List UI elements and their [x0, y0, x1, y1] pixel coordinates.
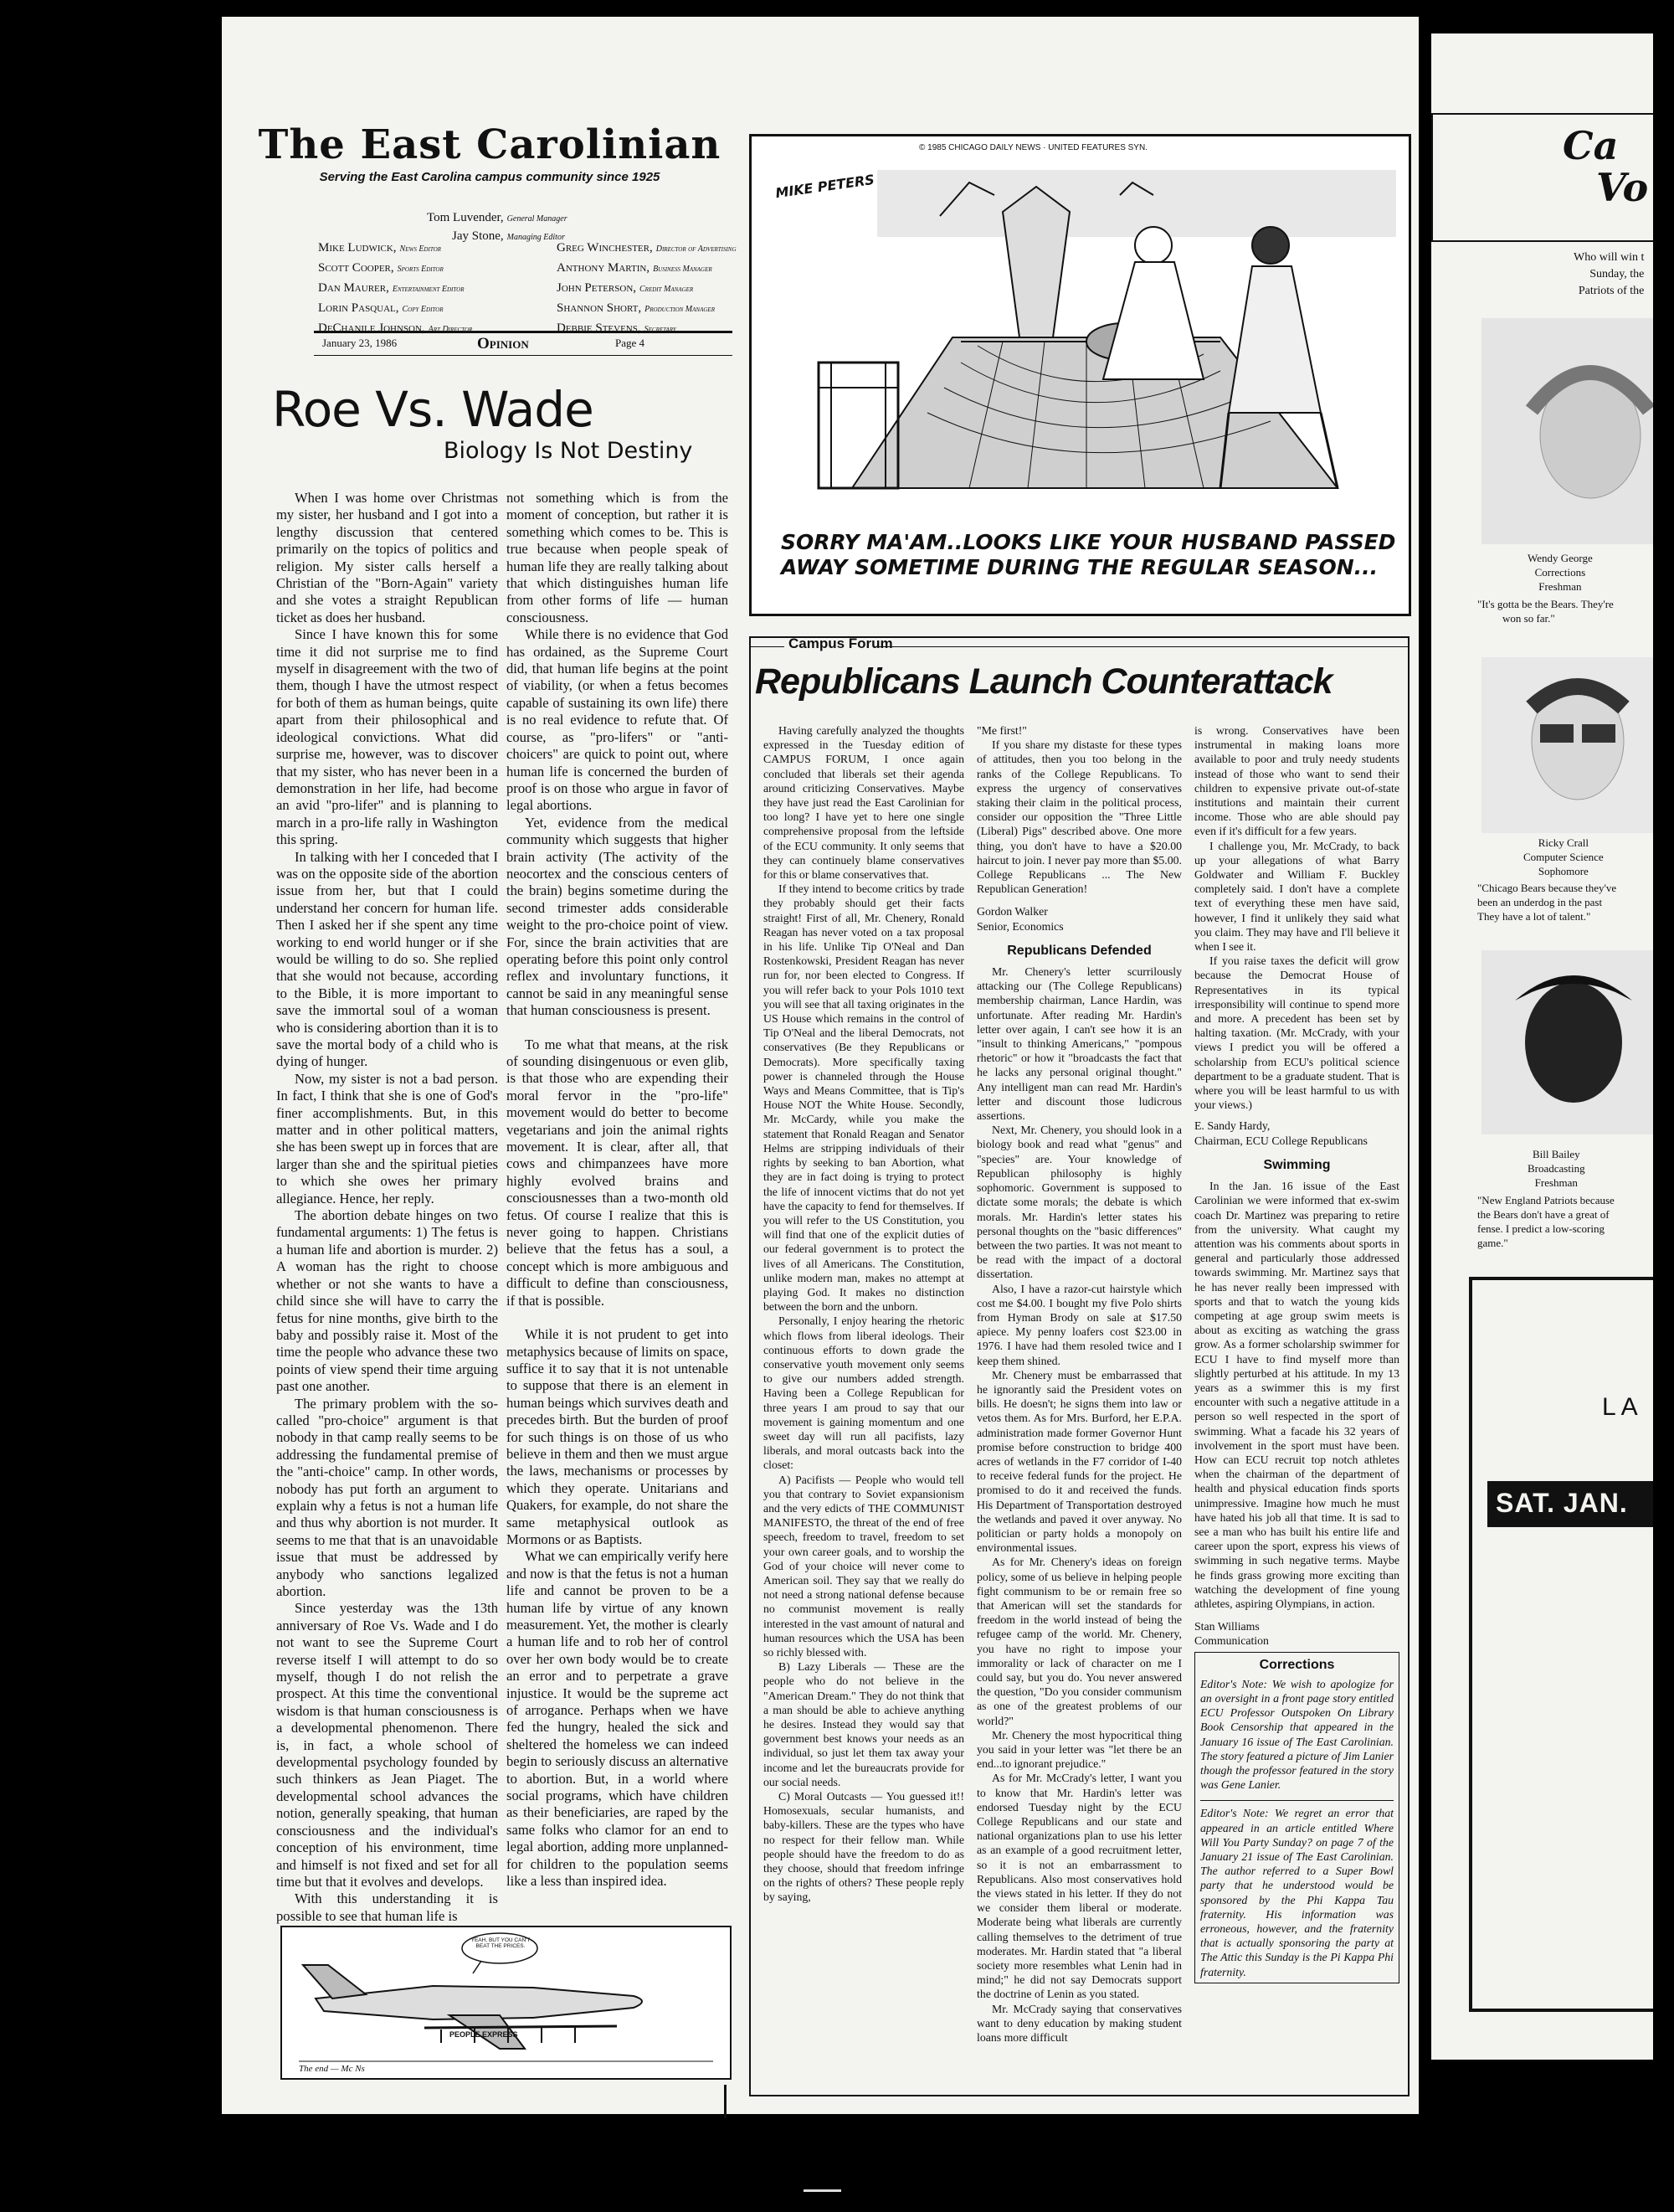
- newspaper-page: [222, 17, 1419, 2114]
- forum-label-rule: [751, 635, 1408, 655]
- forum-label: Campus Forum: [788, 635, 893, 651]
- small-cartoon: [280, 1926, 732, 2080]
- cartoon-drawing: [752, 136, 1409, 522]
- advertisement: [1469, 1277, 1653, 2012]
- masthead-title: The East Carolinian: [258, 121, 721, 168]
- forum-column-1: [763, 723, 964, 1905]
- ad-date: SAT. JAN.: [1496, 1488, 1628, 1518]
- signature: Gordon Walker Senior, Economics: [977, 905, 1064, 933]
- paragraph: A) Pacifists — People who would tell you that contrary to Soviet expansionism and the very edicts of THE COMMUNIST MANIFESTO, the threat of the end of free speech, freedom to travel, freedom to set your own career goals, and to worship the God of your choice will never come to American soil. They say that we really do not need a strong national defense because no communist movement is really interested in the vast amount of natural and human resources which the USA has been so richly blessed with.: [763, 1473, 964, 1659]
- person-quote: "It's gotta be the Bears. They're won so far.": [1477, 598, 1614, 625]
- paragraph: To me what that means, at the risk of sounding disingenuous or even glib, is that those who are expending their moral fervor in the "pro-life" movement would do better to become vegetarians and join the animal rights movement. It is clear, after all, that cows and chimpanzees have more highly evolved brains and consciousnesses than a two-month old fetus. Of course I realize that this is never going to happen. Christians believe that the fetus has a soul, a concept which is more ambiguous and difficult to define than consciousness, if that is possible.: [506, 1036, 728, 1309]
- paragraph: Since I have known this for some time it did not surprise me to find myself in disagreement with the two of them, though I have the utmost respect for both of them as human beings, quite apart from their philosophical and ideological convictions. What did surprise me, however, was to discover that my sister, who has never been in a demonstration in her life, had become an avid "pro-lifer" and is planning to march in a pro-life rally in Washington this spring.: [276, 626, 498, 848]
- cartoon-credit: © 1985 CHICAGO DAILY NEWS · UNITED FEATURES SYN.: [919, 143, 1148, 152]
- staff-entry: Debbie Stevens, Secretary: [557, 322, 676, 335]
- staff-entry: DeChanile Johnson, Art Director: [318, 322, 473, 335]
- letter-heading: Swimming: [1263, 1157, 1331, 1172]
- paragraph: Having carefully analyzed the thoughts expressed in the Tuesday edition of CAMPUS FORUM, I once again concluded that liberals set their agenda around criticizing Conservatives. Maybe they have just read the East Carolinian for too long? I have yet to here one single comprehensive proposal from the leftside of the ECU community. It only seems that they can continuely blame conservatives for this or blame conservatives that.: [763, 724, 964, 882]
- paragraph: If you share my distaste for these types of attitudes, then you too belong in the ranks of the College Republicans. To express the urgency of conservatives staking their claim in the political process, consider our opposition the "Three Little (Liberal) Pigs" described above. One more thing, you don't have to have a $20.00 haircut to join. I never pay more than $5.00. College Republicans ... The New Republican Generation!: [977, 738, 1182, 896]
- paragraph: The abortion debate hinges on two fundamental arguments: 1) The fetus is a human life and abortion is murder. 2) A woman has the right to choose whether or not she wants to have a child since she will have to carry the fetus for nine months, give birth to the baby and possibly raise it. Most of the time the people who advance these two points of view spend their time arguing past one another.: [276, 1207, 498, 1395]
- staff-entry: Shannon Short, Production Manager: [557, 301, 715, 315]
- person-name: Wendy George: [1528, 552, 1593, 564]
- airplane-cartoon-drawing: [282, 1927, 730, 2078]
- speech-bubble: YEAH, BUT YOU CAN'T BEAT THE PRICES.: [470, 1937, 531, 1949]
- adjacent-page: [1431, 33, 1653, 2060]
- paragraph: Since yesterday was the 13th anniversary of Roe Vs. Wade and I do not want to see the Supreme Court reverse itself I will attempt to do so myself, though I do not relish the prospect. At this time the conventional wisdom is that human consciousness is a developmental phenomenon. There is, in fact, a whole school of developmental psychology founded by such thinkers as Jean Piaget. The developmental school advances the notion, generally speaking, that human consciousness and the individual's conception of his environment, time and himself is not fixed and set for all time but that it evolves and develops.: [276, 1600, 498, 1890]
- forum-column-3: [1194, 723, 1399, 1983]
- paragraph: As for Mr. Chenery's ideas on foreign policy, some of us believe in helping people fight communism to be or remain free so that American will set the standards for freedom in the world instead of being the refugee camp of the world. Mr. Chenery, you have no right to impose your immorality or lack of character on me I could say, but you do. You never answered the question, "Do you consider communism as one of the greatest problems of our world?": [977, 1556, 1182, 1727]
- paragraph: With this understanding it is possible to see that human life is: [276, 1890, 498, 1924]
- staff-entry: Greg Winchester, Director of Advertising: [557, 241, 737, 255]
- person-name: Ricky Crall: [1538, 836, 1589, 849]
- paragraph: Mr. Chenery must be embarrassed that he ignorantly said the President votes on bills. He doesn't; he signs them into law or vetos them. As for Mrs. Burford, her E.P.A. administration made former Governor Hunt promise before construction to bridge 400 acres of wetlands in the F7 corridor of I-40 to receive federal funds for the project. He promised to do it and received the funds. His Department of Transportation destroyed the wetlands and paved it over anyway. No politician or party holds a monopoly on environmental issues.: [977, 1368, 1182, 1555]
- paragraph: If you raise taxes the deficit will grow because the Democrat House of Representatives in its typical irresponsibility will continue to spend more and more. A precedent has been set by halting taxation. (Mr. McCrady, with your views I predict you will be offered a scholarship from ECU's political science department to be a graduate student. That is where you will be least harmful to us with your views.): [1194, 954, 1399, 1112]
- paragraph: While it is not prudent to get into metaphysics because of limits on space, suffice it to say that it is not untenable to suppose that there is an element in human beings which survives death and precedes birth. But the burden of proof for such things is on those of us who believe in them and then we must argue the laws, mechanisms or processes by which they operate. Unitarians and Quakers, for example, do not share the same metaphysical outlook as Mormons or as Baptists.: [506, 1326, 728, 1547]
- editorial-column-2: [506, 490, 728, 1890]
- staff-entry: John Peterson, Credit Manager: [557, 281, 694, 295]
- correction-note: Editor's Note: We regret an error that appeared in an article entitled Where Will You Party Sunday? on page 7 of the January 21 issue of The East Carolinian. The author referred to a Super Bowl party that he understood would be sponsored by the Phi Kappa Tau fraternity. His information was erroneous, however, and the fraternity that is actually sponsoring the party at The Attic this Sunday is the Pi Kappa Phi fraternity.: [1200, 1800, 1394, 1978]
- person-quote: "Chicago Bears because they've been an underdog in the past They have a lot of talent.": [1477, 882, 1617, 923]
- paragraph: C) Moral Outcasts — You guessed it!! Homosexuals, secular humanists, and baby-killers. These are the types who have no respect for their fellow man. While people should have the freedom to do as they choose, should that freedom infringe on the rights of others? These people reply by saying,: [763, 1790, 964, 1904]
- paragraph: The primary problem with the so-called "pro-choice" argument is that nobody in that camp really seems to be addressing the fundamental premise of the "anti-choice" camp. In other words, nobody has put forth an argument to explain why a fetus is not a human life and thus why abortion is not murder. It seems to me that that is an unavoidable issue that must be addressed by anybody who sanctions legalized abortion.: [276, 1395, 498, 1599]
- paragraph: Next, Mr. Chenery, you should look in a biology book and read what "genus" and "species" are. Your knowledge of Republican philosophy is highly sophomoric. Government is supposed to dictate some morals; the debate is which morals. Mr. Hardin's letter states his personal thoughts on the "basic differences" between the two parties. It was not meant to be read with the impact of a doctoral dissertation.: [977, 1124, 1182, 1281]
- paragraph: Mr. Chenery's letter scurrilously attacking our (The College Republicans) membership chairman, Lance Hardin, was unfortunate. After reading Mr. Hardin's letter over again, I can't see how it is an "insult to thinking Americans," "pompous rhetoric" or how it "broadcasts the fact that he lacks any personal original thought." Any intelligent man can read Mr. Hardin's letter and discount those ludicrous assertions.: [977, 965, 1182, 1123]
- person-photo: [1481, 318, 1653, 544]
- paragraph: What we can empirically verify here and now is that the fetus is not a human life and cannot be proven to be a human life by virtue of any known measurement. Yet, the mother is clearly a human life and to rob her of control over her own body would be to create an error and to perpetrate a grave injustice. It would be the supreme act of arrogance. Perhaps when we have fed the hungry, healed the sick and sheltered the homeless we can indeed begin to seriously discuss an alternative to abortion. But, in a world where social programs, which have children as their beneficiaries, are raped by the same folks who clamor for an end to legal abortion, adding more unplanned-for children to the population seems like a less than inspired idea.: [506, 1548, 728, 1890]
- paragraph: B) Lazy Liberals — These are the people who do not believe in the "American Dream." They do not think that a man should be able to achieve anything he desires. Instead they would say that government best knows your needs as an individual, so just let them tax away your income and let the bureaucrats provide for our social needs.: [763, 1660, 964, 1788]
- person-name: Bill Bailey: [1532, 1148, 1580, 1160]
- cartoon-artist: MIKE PETERS: [774, 171, 876, 202]
- corrections-box: [1194, 1652, 1399, 1983]
- poll-heading: Ca: [1563, 123, 1619, 168]
- person-caption: Ricky Crall Computer Science Sophomore: [1523, 836, 1604, 877]
- signature: Stan Williams Communication: [1194, 1620, 1269, 1648]
- paragraph: Also, I have a razor-cut hairstyle which cost me $4.00. I bought my five Polo shirts from Hyman Brody on sale at $17.50 apiece. My penny loafers cost $23.00 in 1976. I have had them resoled twice and I keep them shined.: [977, 1282, 1182, 1367]
- person-caption: Wendy George Corrections Freshman: [1528, 552, 1593, 593]
- person-caption: Bill Bailey Broadcasting Freshman: [1528, 1148, 1585, 1189]
- issue-date: January 23, 1986: [322, 337, 398, 349]
- editorial-subhead: Biology Is Not Destiny: [444, 438, 693, 464]
- forum-column-2: [977, 723, 1182, 2045]
- editorial-headline: Roe Vs. Wade: [272, 381, 593, 438]
- paragraph: is wrong. Conservatives have been instrumental in making loans more available to poor and truly needy students instead of those who want to send their children to expensive private out-of-state institutions and maintain their current income. Those who are able should pay even if it's difficult for a few years.: [1194, 724, 1399, 838]
- campus-forum: [749, 636, 1410, 2096]
- paragraph: In the Jan. 16 issue of the East Carolinian we were informed that ex-swim coach Dr. Martinez was preparing to retire from the university. What caught my attention was his comments about sports in general and particularly those addressed towards swimming. Mr. Martinez says that he has never really been impressed with sports and that to watch the young kids competing at age group swim meets is about as exciting as watching the grass grow. As a former scholarship swimmer for ECU I have to find myself more than slightly perturbed at his attitude. In my 13 years as a swimmer this is my first encounter with such a negative attitude in a person so well respected in the sport of swimming. What a facade his 32 years of involvement in the sport must have been. How can ECU recruit top notch athletes when the chairman of the department of health and physical education finds sports unimpressive. Imagine how much he must have hated his job all that time. It is sad to see a man who has built his entire life and career upon the sport, express his views of swimming in such negative terms. Maybe he finds grass growing more exciting than watching the development of fine young athletes, aspiring Olympians, in action.: [1194, 1180, 1399, 1610]
- letter-heading: Republicans Defended: [1007, 943, 1152, 958]
- paragraph: In talking with her I conceded that I was on the opposite side of the abortion issue from her, but that I could understand her concern for human life. Then I asked her if she spent any time working to end world hunger or if she would be willing to do so. She replied that she would not because, according to the Bible, it is more important to save the immortal soul of a woman who is considering abortion than it is to save the mortal body of a child who is dying of hunger.: [276, 848, 498, 1070]
- section-label: Opinion: [477, 335, 529, 352]
- caption-line: SORRY MA'AM..LOOKS LIKE YOUR HUSBAND PASSED: [781, 530, 1396, 554]
- paragraph: While there is no evidence that God has ordained, as the Supreme Court did, that human life begins at the point of viability, (or when a fetus becomes capable of sustaining its own life) there is no real evidence to refute that. Of course, as "pro-lifers" or "anti-choicers" are quick to point out, where human life is concerned the burden of proof is on those who argue in favor of legal abortions.: [506, 626, 728, 814]
- poll-intro: Who will win t Sunday, the Patriots of the: [1574, 251, 1645, 297]
- cartoon-caption: [781, 530, 1395, 580]
- staff-entry: Dan Maurer, Entertainment Editor: [318, 281, 465, 295]
- paragraph: When I was home over Christmas my sister, her husband and I got into a lengthy discussion that centered primarily on the topics of politics and religion. My sister calls herself a Christian of the "Born-Again" variety and she votes a straight Republican ticket as does her husband.: [276, 490, 498, 625]
- editorial-cartoon: [749, 134, 1411, 616]
- paragraph: Yet, evidence from the medical community which suggests that higher brain activity (The activity of the neocortex and the conscious centers of the brain) begins sometime during the second trimester adds considerable weight to the pro-choice point of view. For, since the brain activities that are operating before this point only control reflex and involuntary functions, it cannot be said in any meaningful sense that human consciousness is present.: [506, 814, 728, 1019]
- paragraph: "Me first!": [977, 724, 1027, 737]
- paragraph: Personally, I enjoy hearing the rhetoric which flows from liberal ideologs. Their continuous efforts to down grade the conservative youth movement only seems to give our numbers added strength. Having been a College Republican for three years I am proud to say that our movement is gaining momentum and one sweet day will run all pacifists, lazy liberals, and moral outcasts back into the closet:: [763, 1314, 964, 1472]
- staff-entry: Lorin Pasqual, Copy Editor: [318, 301, 444, 315]
- ad-banner: [1487, 1481, 1653, 1527]
- ad-text: LA: [1602, 1393, 1643, 1421]
- poll-header-box: [1431, 113, 1653, 242]
- person-photo: [1481, 657, 1653, 833]
- correction-note: Editor's Note: We wish to apologize for an oversight in a front page story entitled ECU Professor Outspoken On Library Book Censorship that appeared in the January 16 issue of The East Carolinian. The story featured a picture of Jim Lanier though the professor featured in the story was Gene Lanier.: [1200, 1677, 1394, 1792]
- signature: E. Sandy Hardy, Chairman, ECU College Republicans: [1194, 1119, 1368, 1147]
- page-mark: [804, 2189, 841, 2192]
- poll-heading: Vo: [1596, 165, 1649, 210]
- opinion-bar: [314, 331, 732, 356]
- staff-entry: Jay Stone, Managing Editor: [452, 229, 565, 243]
- left-staff: [318, 239, 472, 339]
- staff-entry: Mike Ludwick, News Editor: [318, 241, 441, 255]
- editorial-column-1: [276, 490, 498, 1925]
- plane-banner: PEOPLE EXPRESS: [449, 2030, 518, 2039]
- paragraph: As for Mr. McCrady's letter, I want you to know that Mr. Hardin's letter was endorsed Tuesday night by the ECU College Republicans and our state and national organizations plan to use his letter as an example of a good recruitment letter, so it is not an embarrassment to Republicans. Also most conservatives hold the views stated in his letter. If they do not we consider them liberal or moderate. Moderate being what liberals are currently calling themselves to the detriment of true moderates. Mr. Hardin stated that "a liberal society more resembles what Lenin had in mind;" he did not say Democrats support the doctrine of Lenin as you stated.: [977, 1772, 1182, 2001]
- staff-entry: Tom Luvender, General Manager: [427, 211, 567, 224]
- masthead-subtitle: Serving the East Carolina campus community since 1925: [319, 170, 660, 184]
- paragraph: not something which is from the moment of conception, but rather it is something which comes to be. This is true because when people speak of human life they are really talking about that which distinguishes human life from other forms of life — human consciousness.: [506, 490, 728, 625]
- caption-line: AWAY SOMETIME DURING THE REGULAR SEASON...: [781, 555, 1379, 579]
- staff-entry: Scott Cooper, Sports Editor: [318, 261, 444, 275]
- fold-mark: [724, 2085, 727, 2118]
- forum-title: Republicans Launch Counterattack: [755, 661, 1333, 702]
- small-cartoon-credit: The end — Mc Ns: [299, 2064, 365, 2074]
- paragraph: Mr. McCrady saying that conservatives want to deny education by making student loans more difficult: [977, 2002, 1182, 2045]
- person-quote: "New England Patriots because the Bears don't have a great of fense. I predict a low-scoring game.": [1477, 1194, 1615, 1249]
- paragraph: Mr. Chenery the most hypocritical thing you said in your letter was "let there be an end...to ignorant prejudice.": [977, 1728, 1182, 1771]
- corrections-heading: Corrections: [1259, 1657, 1335, 1672]
- page-number: Page 4: [615, 337, 645, 349]
- paragraph: Now, my sister is not a bad person. In fact, I think that she is one of God's finer accomplishments. But, in this matter and in other political matters, she has been swept up in forces that are larger than she and the spiritual pieties to which she owes her primary allegiance. Hence, her reply.: [276, 1070, 498, 1206]
- person-photo: [1481, 950, 1653, 1134]
- masthead: [222, 121, 757, 184]
- staff-entry: Anthony Martin, Business Manager: [557, 261, 712, 275]
- right-staff: [557, 239, 737, 339]
- paragraph: I challenge you, Mr. McCrady, to back up your allegations of what Barry Goldwater and William F. Buckley completely said. I don't have a complete text of everything these men have said, however, I find it unlikely they said what you claim. They may have and I'll believe it when I see it.: [1194, 839, 1399, 954]
- paragraph: If they intend to become critics by trade they probably should get their facts straight! First of all, Mr. Chenery, Ronald Reagan has never voted on a tax proposal in his life. Unlike Tip O'Neal and Dan Rostenkowski, President Reagan has never run for, nor been elected to Congress. If you will refer back to your Pols 1010 text you will see that all taxing originates in the US House which remains in the control of Tip O'Neal and the liberal Democrats, not conservatives (Be they Republicans or Democrats). More specifically taxing power is channeled through the House Ways and Means Committee, that is Tip's House NOT the White House. Secondly, Mr. McCardy, while you make the statement that Ronald Reagan and Senator Helms are stripping individuals of their rights by seeking to ban Abortion, what they are in fact doing is trying to protect the life of innocent victims that do not yet have the capacity to fend for themselves. If you will refer to the US Constitution, you will find that one of the explicit duties of our federal government is to protect the lives of all Americans. The Constitution, unlike modern man, makes no attempt at playing God. It makes no distinction between the born and the unborn.: [763, 882, 964, 1314]
